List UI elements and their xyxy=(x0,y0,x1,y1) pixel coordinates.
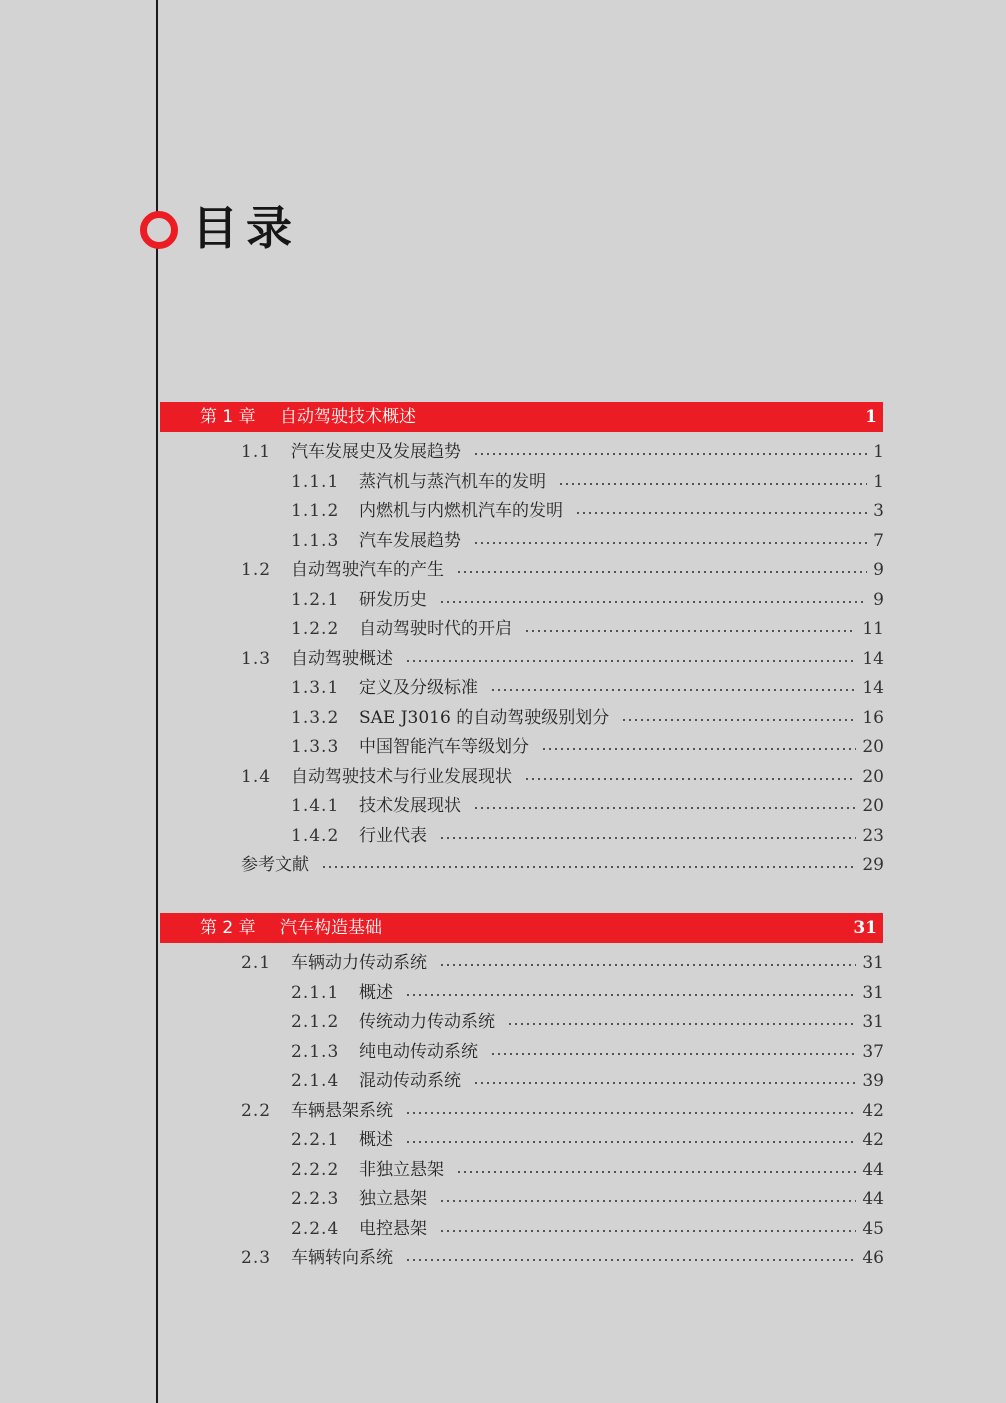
entry-page-number: 44 xyxy=(862,1189,884,1209)
entry-title: 技术发展现状 xyxy=(359,796,461,816)
toc-subsection-entry[interactable] xyxy=(291,1187,884,1211)
entry-page-number: 29 xyxy=(862,855,884,875)
entry-page-number: 31 xyxy=(862,953,884,973)
entry-title: 内燃机与内燃机汽车的发明 xyxy=(359,501,563,521)
entry-page-number: 39 xyxy=(862,1071,884,1091)
entry-number: 1.1 xyxy=(241,442,272,462)
toc-subsection-entry[interactable] xyxy=(291,529,884,553)
toc-subsection-entry[interactable] xyxy=(291,1158,884,1182)
toc-section-entry[interactable] xyxy=(241,558,884,582)
dot-leader xyxy=(405,993,856,997)
entry-number: 1.3.1 xyxy=(291,678,340,698)
entry-number: 1.3.2 xyxy=(291,708,340,728)
entry-page-number: 20 xyxy=(862,767,884,787)
toc-subsection-entry[interactable] xyxy=(291,617,884,641)
toc-subsection-entry[interactable] xyxy=(291,499,884,523)
dot-leader xyxy=(439,1199,856,1203)
toc-subsection-entry[interactable] xyxy=(291,981,884,1005)
entry-number: 1.4.1 xyxy=(291,796,340,816)
toc-section-entry[interactable] xyxy=(241,1246,884,1270)
toc-section-entry[interactable] xyxy=(241,440,884,464)
entry-title: 车辆转向系统 xyxy=(291,1248,393,1268)
chapter-page-number: 31 xyxy=(853,918,877,938)
entry-page-number: 37 xyxy=(862,1042,884,1062)
toc-subsection-entry[interactable] xyxy=(291,1040,884,1064)
entry-title: 混动传动系统 xyxy=(359,1071,461,1091)
entry-page-number: 31 xyxy=(862,983,884,1003)
dot-leader xyxy=(405,1140,856,1144)
entry-title: 汽车发展史及发展趋势 xyxy=(291,442,461,462)
entry-page-number: 14 xyxy=(862,649,884,669)
chapter-title: 自动驾驶技术概述 xyxy=(280,407,416,427)
dot-leader xyxy=(490,688,856,692)
entry-number: 1.2.2 xyxy=(291,619,340,639)
chapter-title: 汽车构造基础 xyxy=(280,918,382,938)
toc-references-entry[interactable] xyxy=(241,853,884,877)
entry-title: SAE J3016 的自动驾驶级别划分 xyxy=(359,708,610,728)
entry-title: 车辆悬架系统 xyxy=(291,1101,393,1121)
toc-subsection-entry[interactable] xyxy=(291,735,884,759)
toc-section-entry[interactable] xyxy=(241,1099,884,1123)
dot-leader xyxy=(524,777,856,781)
entry-page-number: 20 xyxy=(862,796,884,816)
entry-title: 定义及分级标准 xyxy=(359,678,478,698)
dot-leader xyxy=(473,452,867,456)
entry-number: 1.4 xyxy=(241,767,272,787)
entry-page-number: 44 xyxy=(862,1160,884,1180)
dot-leader xyxy=(490,1052,856,1056)
dot-leader xyxy=(473,1081,856,1085)
entry-title: 非独立悬架 xyxy=(359,1160,444,1180)
entry-page-number: 11 xyxy=(862,619,884,639)
toc-subsection-entry[interactable] xyxy=(291,1217,884,1241)
toc-section-entry[interactable] xyxy=(241,951,884,975)
entry-title: 自动驾驶时代的开启 xyxy=(359,619,512,639)
dot-leader xyxy=(575,511,867,515)
entry-page-number: 20 xyxy=(862,737,884,757)
entry-title: 车辆动力传动系统 xyxy=(291,953,427,973)
toc-subsection-entry[interactable] xyxy=(291,1010,884,1034)
entry-number: 2.1.1 xyxy=(291,983,340,1003)
entry-title: 概述 xyxy=(359,983,393,1003)
dot-leader xyxy=(558,482,867,486)
entry-title: 自动驾驶技术与行业发展现状 xyxy=(291,767,512,787)
dot-leader xyxy=(439,836,856,840)
entry-number: 2.1.3 xyxy=(291,1042,340,1062)
entry-number: 1.3 xyxy=(241,649,272,669)
entry-number: 2.2 xyxy=(241,1101,272,1121)
red-ring-icon xyxy=(140,211,178,249)
entry-number: 2.1.2 xyxy=(291,1012,340,1032)
dot-leader xyxy=(473,806,856,810)
entry-page-number: 23 xyxy=(862,826,884,846)
toc-subsection-entry[interactable] xyxy=(291,794,884,818)
dot-leader xyxy=(439,1229,856,1233)
entry-title: 电控悬架 xyxy=(359,1219,427,1239)
entry-number: 1.1.1 xyxy=(291,472,340,492)
toc-subsection-entry[interactable] xyxy=(291,824,884,848)
chapter-heading[interactable] xyxy=(160,913,883,943)
entry-number: 2.2.3 xyxy=(291,1189,340,1209)
toc-subsection-entry[interactable] xyxy=(291,1069,884,1093)
entry-title: 自动驾驶汽车的产生 xyxy=(291,560,444,580)
entry-title: 自动驾驶概述 xyxy=(291,649,393,669)
toc-section-entry[interactable] xyxy=(241,765,884,789)
entry-title: 独立悬架 xyxy=(359,1189,427,1209)
entry-title: 传统动力传动系统 xyxy=(359,1012,495,1032)
toc-subsection-entry[interactable] xyxy=(291,706,884,730)
entry-page-number: 14 xyxy=(862,678,884,698)
toc-subsection-entry[interactable] xyxy=(291,588,884,612)
entry-title: 研发历史 xyxy=(359,590,427,610)
toc-subsection-entry[interactable] xyxy=(291,470,884,494)
entry-page-number: 16 xyxy=(862,708,884,728)
entry-page-number: 1 xyxy=(873,472,884,492)
entry-title: 汽车发展趋势 xyxy=(359,531,461,551)
entry-number: 1.2.1 xyxy=(291,590,340,610)
dot-leader xyxy=(405,1111,856,1115)
entry-number: 1.1.2 xyxy=(291,501,340,521)
dot-leader xyxy=(456,570,867,574)
entry-number: 2.1 xyxy=(241,953,272,973)
dot-leader xyxy=(405,1258,856,1262)
entry-page-number: 46 xyxy=(862,1248,884,1268)
toc-subsection-entry[interactable] xyxy=(291,676,884,700)
entry-number: 1.1.3 xyxy=(291,531,340,551)
dot-leader xyxy=(439,600,867,604)
entry-number: 2.1.4 xyxy=(291,1071,340,1091)
entry-title: 蒸汽机与蒸汽机车的发明 xyxy=(359,472,546,492)
entry-title: 纯电动传动系统 xyxy=(359,1042,478,1062)
entry-page-number: 9 xyxy=(873,590,884,610)
dot-leader xyxy=(621,718,856,722)
entry-title: 概述 xyxy=(359,1130,393,1150)
dot-leader xyxy=(473,541,867,545)
chapter-page-number: 1 xyxy=(865,407,877,427)
dot-leader xyxy=(541,747,856,751)
entry-page-number: 7 xyxy=(873,531,884,551)
entry-number: 1.4.2 xyxy=(291,826,340,846)
dot-leader xyxy=(439,963,856,967)
entry-number: 1.2 xyxy=(241,560,272,580)
entry-title: 中国智能汽车等级划分 xyxy=(359,737,529,757)
entry-page-number: 42 xyxy=(862,1101,884,1121)
dot-leader xyxy=(507,1022,856,1026)
entry-number: 1.3.3 xyxy=(291,737,340,757)
entry-number: 2.2.4 xyxy=(291,1219,340,1239)
dot-leader xyxy=(405,659,856,663)
entry-page-number: 31 xyxy=(862,1012,884,1032)
chapter-number: 第 2 章 xyxy=(200,918,256,938)
dot-leader xyxy=(321,865,856,869)
entry-title: 参考文献 xyxy=(241,855,309,875)
entry-page-number: 42 xyxy=(862,1130,884,1150)
entry-number: 2.3 xyxy=(241,1248,272,1268)
chapter-heading[interactable] xyxy=(160,402,883,432)
toc-section-entry[interactable] xyxy=(241,647,884,671)
page-title: 目录 xyxy=(192,201,300,255)
entry-page-number: 3 xyxy=(873,501,884,521)
entry-number: 2.2.1 xyxy=(291,1130,340,1150)
dot-leader xyxy=(456,1170,856,1174)
chapter-number: 第 1 章 xyxy=(200,407,256,427)
entry-title: 行业代表 xyxy=(359,826,427,846)
toc-subsection-entry[interactable] xyxy=(291,1128,884,1152)
entry-number: 2.2.2 xyxy=(291,1160,340,1180)
entry-page-number: 45 xyxy=(862,1219,884,1239)
entry-page-number: 9 xyxy=(873,560,884,580)
entry-page-number: 1 xyxy=(873,442,884,462)
dot-leader xyxy=(524,629,856,633)
